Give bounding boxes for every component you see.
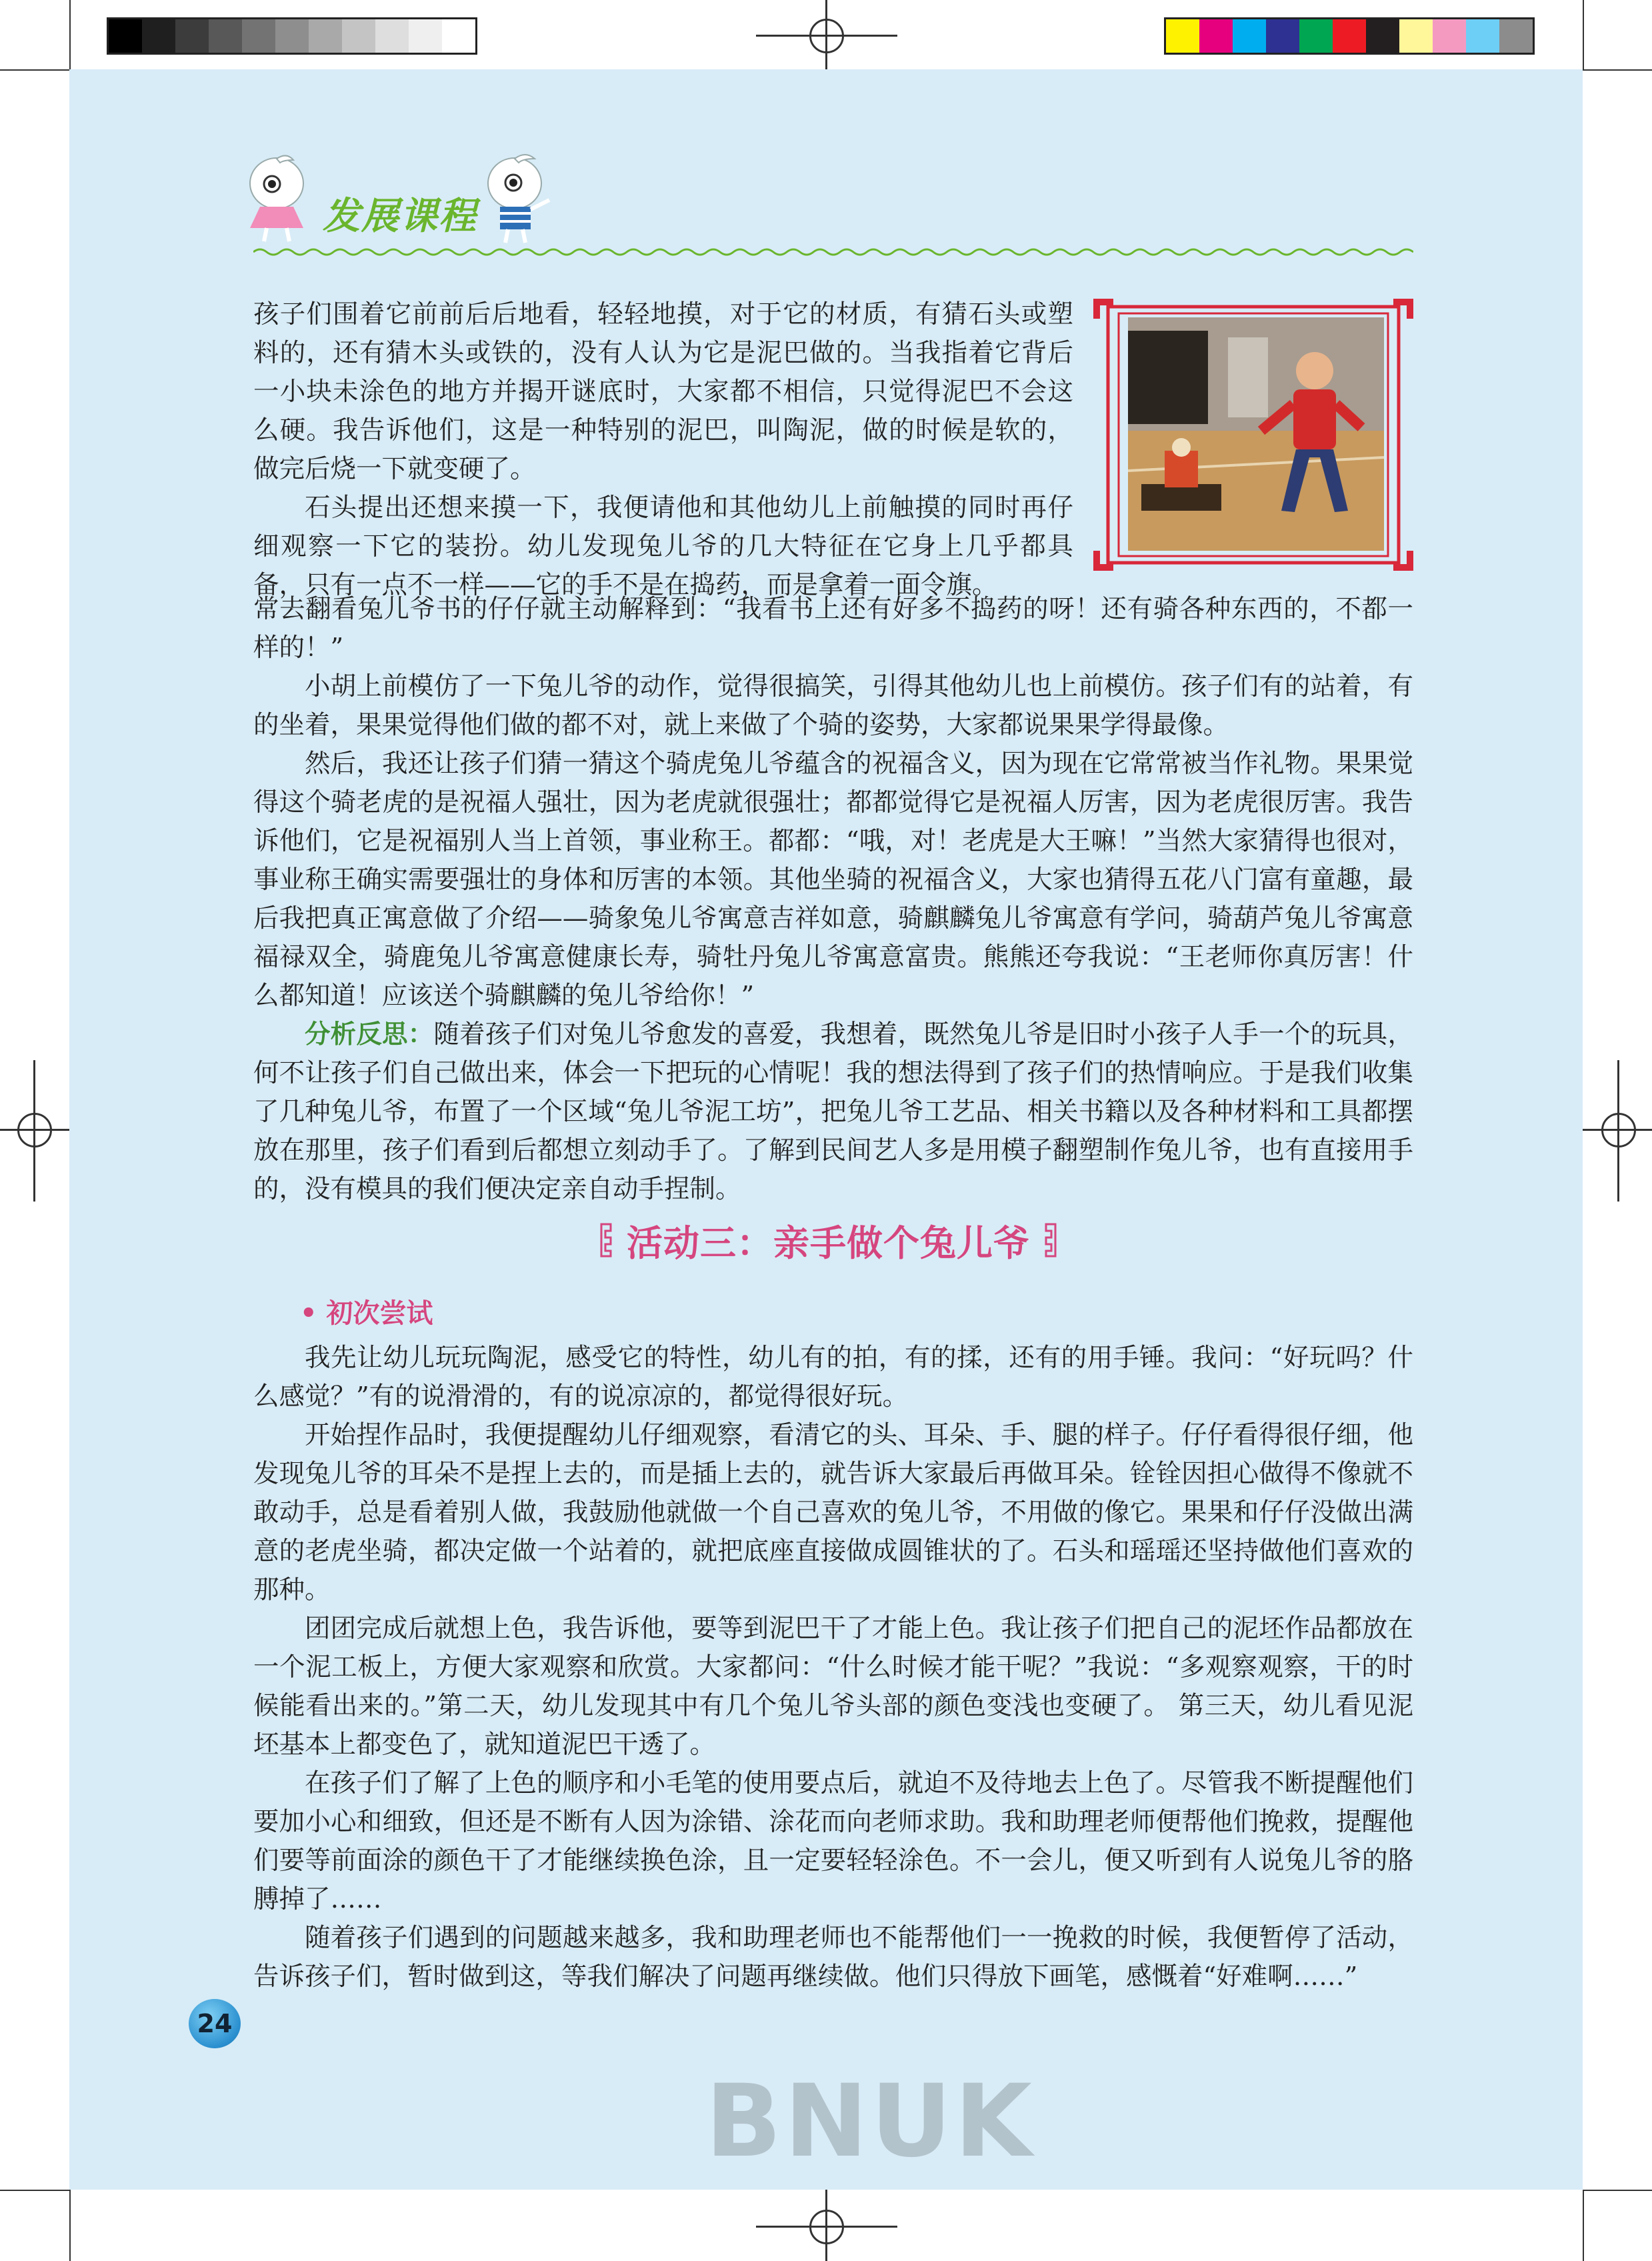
paragraph: 随着孩子们遇到的问题越来越多，我和助理老师也不能帮他们一一挽救的时候，我便暂停了活动，告诉孩子们，暂时做到这，等我们解决了问题再继续做。他们只得放下画笔，感慨着“好难啊……” [253,1923,1413,1992]
crop-mark [1583,2190,1584,2261]
watermark: BNUK [705,2064,1035,2180]
paragraph: 在孩子们了解了上色的顺序和小毛笔的使用要点后，就迫不及待地去上色了。尽管我不断提醒他们要加小心和细致，但还是不断有人因为涂错、涂花而向老师求助。我和助理老师便帮他们挽救，提醒他们要等前面涂的颜色干了才能继续换色涂，且一定要轻轻涂色。不一会儿，便又听到有人说兔儿爷的胳膊掉了…… [253,1768,1413,1914]
crop-mark [1583,0,1584,69]
series-title: 发展课程 [323,195,477,238]
crop-mark [1583,69,1652,71]
analysis-paragraph [253,1015,1413,1209]
paragraph: 小胡上前模仿了一下兔儿爷的动作，觉得很搞笑，引得其他幼儿也上前模仿。孩子们有的站着，有的坐着，果果觉得他们做的都不对，就上来做了个骑的姿势，大家都说果果学得最像。 [253,671,1413,740]
crop-mark [0,69,69,71]
activity-title: 活动三：亲手做个兔儿爷 [627,1222,1030,1264]
paragraph: 团团完成后就想上色，我告诉他，要等到泥巴干了才能上色。我让孩子们把自己的泥坯作品都放在一个泥工板上，方便大家观察和欣赏。大家都问：“什么时候才能干呢？”我说：“多观察观察，干的时候能看出来的。”第二天，幼儿发现其中有几个兔儿爷头部的颜色变浅也变硬了。 第三天，幼儿看见泥坯基本上都变色了，就知道泥巴干透了。 [253,1614,1413,1760]
analysis-text: 随着孩子们对兔儿爷愈发的喜爱，我想着，既然兔儿爷是旧时小孩子人手一个的玩具，何不让孩子们自己做出来，体会一下把玩的心情呢！我的想法得到了孩子们的热情响应。于是我们收集了几种兔儿爷，布置了一个区域“兔儿爷泥工坊”，把兔儿爷工艺品、相关书籍以及各种材料和工具都摆放在那里，孩子们看到后都想立刻动手了。了解到民间艺人多是用模子翻塑制作兔儿爷，也有直接用手的，没有模具的我们便决定亲自动手捏制。 [253,1019,1413,1204]
paragraph: 常去翻看兔儿爷书的仔仔就主动解释到：“我看书上还有好多不捣药的呀！还有骑各种东西的，不都一样的！” [253,594,1413,663]
top-paragraphs [253,295,1073,605]
analysis-label: 分析反思： [305,1019,434,1049]
paragraph: 然后，我还让孩子们猜一猜这个骑虎兔儿爷蕴含的祝福含义，因为现在它常常被当作礼物。果果觉得这个骑老虎的是祝福人强壮，因为老虎就很强壮；都都觉得它是祝福人厉害，因为老虎很厉害。我告诉他们，它是祝福别人当上首领，事业称王。都都：“哦，对！老虎是大王嘛！”当然大家猜得也很对，事业称王确实需要强壮的身体和厉害的本领。其他坐骑的祝福含义，大家也猜得五花八门富有童趣，最后我把真正寓意做了介绍——骑象兔儿爷寓意吉祥如意，骑麒麟兔儿爷寓意有学问，骑葫芦兔儿爷寓意福禄双全，骑鹿兔儿爷寓意健康长寿，骑牡丹兔儿爷寓意富贵。熊熊还夸我说：“王老师你真厉害！什么都知道！应该送个骑麒麟的兔儿爷给你！” [253,749,1413,1011]
main-paragraphs [253,590,1413,1209]
color-calibration-bar [1164,17,1535,55]
paragraph: 石头提出还想来摸一下，我便请他和其他幼儿上前触摸的同时再仔细观察一下它的装扮。幼儿发现兔儿爷的几大特征在它身上几乎都具备，只有一点不一样——它的手不是在捣药，而是拿着一面令旗。 [253,493,1073,600]
crop-mark [69,2190,71,2261]
grayscale-calibration-bar [107,17,477,55]
subheading: • 初次尝试 [300,1298,433,1329]
right-ornament-icon [1043,1222,1058,1259]
paragraph: 我先让幼儿玩玩陶泥，感受它的特性，幼儿有的拍，有的揉，还有的用手锤。我问：“好玩吗？什么感觉？”有的说滑滑的，有的说凉凉的，都觉得很好玩。 [253,1343,1413,1412]
paragraph: 孩子们围着它前前后后地看，轻轻地摸，对于它的材质，有猜石头或塑料的，还有猜木头或铁的，没有人认为它是泥巴做的。当我指着它背后一小块未涂色的地方并揭开谜底时，大家都不相信，只觉得泥巴不会这么硬。我告诉他们，这是一种特别的泥巴，叫陶泥，做的时候是软的，做完后烧一下就变硬了。 [253,299,1073,484]
photo-frame [1093,299,1413,571]
girl-mascot-icon [240,153,313,247]
page-number-badge-icon [189,1999,241,2048]
crop-mark [0,2190,69,2191]
crop-mark [69,0,71,69]
boy-mascot-icon [475,153,561,247]
header-divider [253,245,1413,259]
paragraph: 开始捏作品时，我便提醒幼儿仔细观察，看清它的头、耳朵、手、腿的样子。仔仔看得很仔细，他发现兔儿爷的耳朵不是捏上去的，而是插上去的，就告诉大家最后再做耳朵。铨铨因担心做得不像就不敢动手，总是看着别人做，我鼓励他就做一个自己喜欢的兔儿爷，不用做的像它。果果和仔仔没做出满意的老虎坐骑，都决定做一个站着的，就把底座直接做成圆锥状的了。石头和瑶瑶还坚持做他们喜欢的那种。 [253,1420,1413,1605]
crop-mark [1583,2190,1652,2191]
photo-child-imitating-rabbit [1128,317,1384,551]
activity-paragraphs [253,1339,1413,1996]
page-number: 24 [197,2009,233,2038]
activity-heading [599,1217,1058,1264]
left-ornament-icon [599,1222,613,1259]
